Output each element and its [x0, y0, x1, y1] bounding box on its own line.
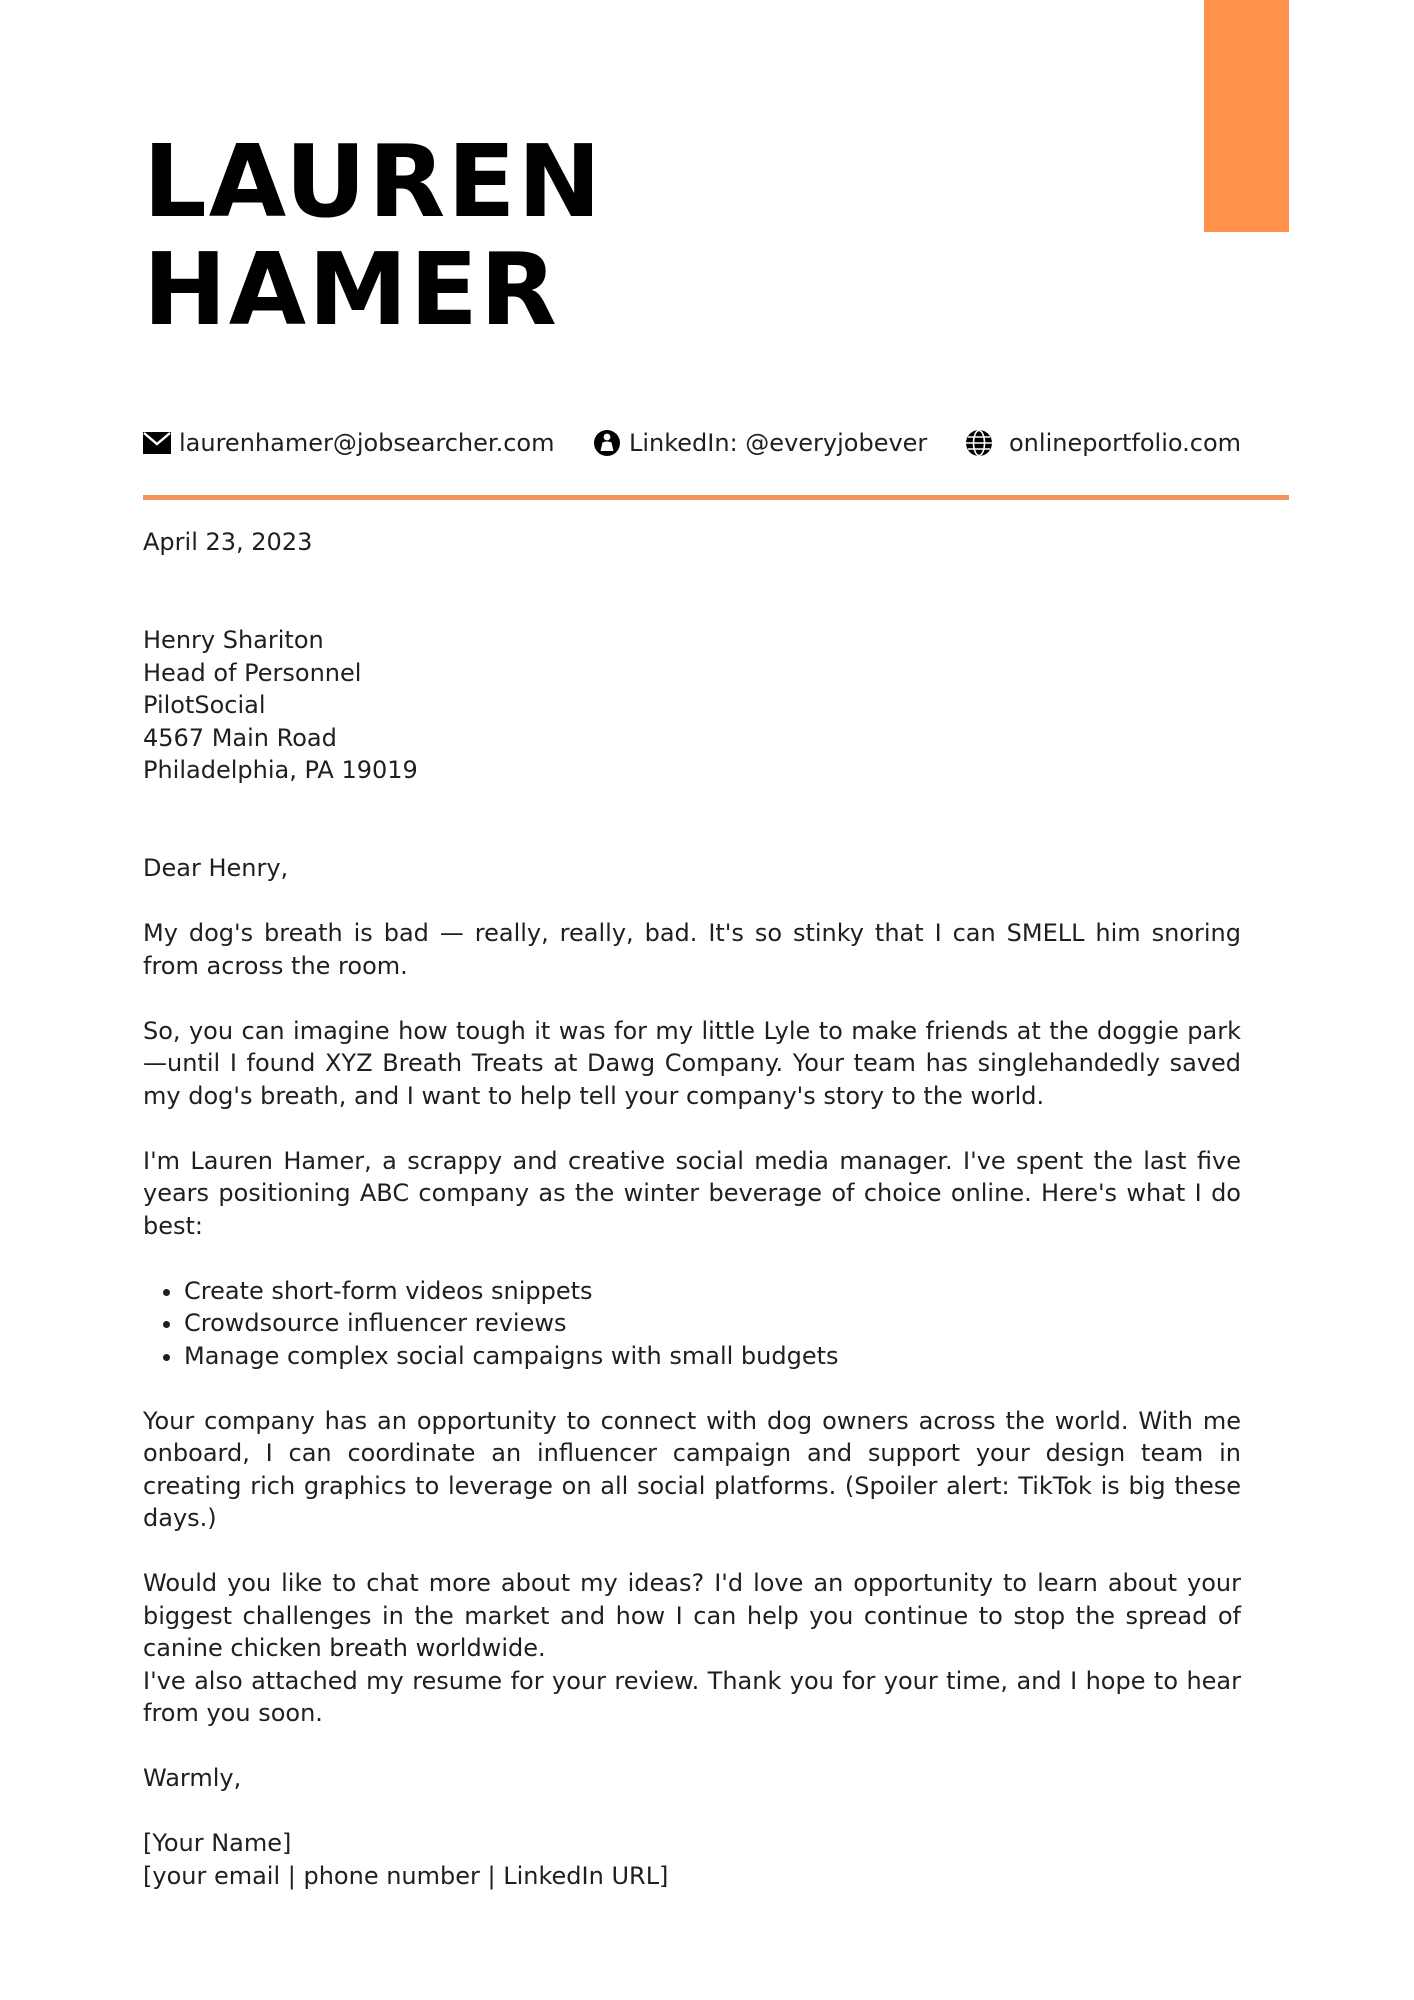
email-text: laurenhamer@jobsearcher.com — [179, 429, 555, 457]
contact-website[interactable] — [965, 424, 1241, 462]
recipient-company: PilotSocial — [143, 691, 266, 719]
list-item: • Crowdsource influencer reviews — [184, 1307, 1241, 1340]
contact-linkedin[interactable] — [593, 424, 927, 462]
list-item: • Manage complex social campaigns with small budgets — [184, 1340, 1241, 1373]
person-icon — [593, 429, 621, 457]
body-paragraph: So, you can imagine how tough it was for my little Lyle to make friends at the doggie park —until I found XYZ Breath Treats at Dawg Company. Your team has singlehandedly saved my dog's breath, and I want to help tell your company's story to the world. — [143, 1016, 1241, 1110]
body-paragraph: My dog's breath is bad — really, really, bad. It's so stinky that I can SMELL him snoring from across the room. — [143, 919, 1241, 980]
closing: Warmly, — [143, 1764, 242, 1792]
closing-block — [143, 1762, 1241, 1892]
last-name: HAMER — [143, 231, 559, 348]
header-divider — [143, 495, 1289, 500]
body-paragraph: Would you like to chat more about my ideas? I'd love an opportunity to learn about your biggest challenges in the market and how I can help you continue to stop the spread of canine chicken breath worldwide. — [143, 1569, 1241, 1662]
envelope-icon — [143, 432, 171, 454]
body-paragraph: Your company has an opportunity to connect with dog owners across the world. With me onboard, I can coordinate an influencer campaign and support your design team in creating rich graphics to leverage on all social platforms. (Spoiler alert: TikTok is big these days.) — [143, 1406, 1241, 1532]
recipient-title: Head of Personnel — [143, 658, 362, 687]
website-text: onlineportfolio.com — [1009, 429, 1242, 457]
recipient-street: 4567 Main Road — [143, 723, 337, 752]
skills-list — [184, 1275, 1241, 1373]
applicant-name — [143, 123, 604, 348]
linkedin-text: LinkedIn: @everyjobever — [629, 429, 928, 457]
contact-bar — [143, 424, 1289, 462]
recipient-block — [143, 624, 1241, 787]
first-name: LAUREN — [143, 123, 604, 240]
accent-bar — [1204, 0, 1289, 232]
recipient-city: Philadelphia, PA 19019 — [143, 756, 418, 784]
signature-name: [Your Name] — [143, 1829, 292, 1857]
list-item: • Create short-form videos snippets — [184, 1275, 1241, 1308]
signature-contact: [your email | phone number | LinkedIn URL] — [143, 1861, 669, 1890]
salutation: Dear Henry, — [143, 854, 289, 882]
body-paragraph: I've also attached my resume for your review. Thank you for your time, and I hope to hear from you soon. — [143, 1666, 1241, 1727]
contact-email[interactable] — [143, 424, 554, 462]
recipient-name: Henry Shariton — [143, 626, 324, 654]
body-paragraph: I'm Lauren Hamer, a scrappy and creative social media manager. I've spent the last five years positioning ABC company as the winter beverage of choice online. Here's what I do best: — [143, 1146, 1241, 1240]
letter-body — [143, 917, 1241, 1892]
letter-date: April 23, 2023 — [143, 528, 313, 556]
globe-icon — [965, 429, 993, 457]
